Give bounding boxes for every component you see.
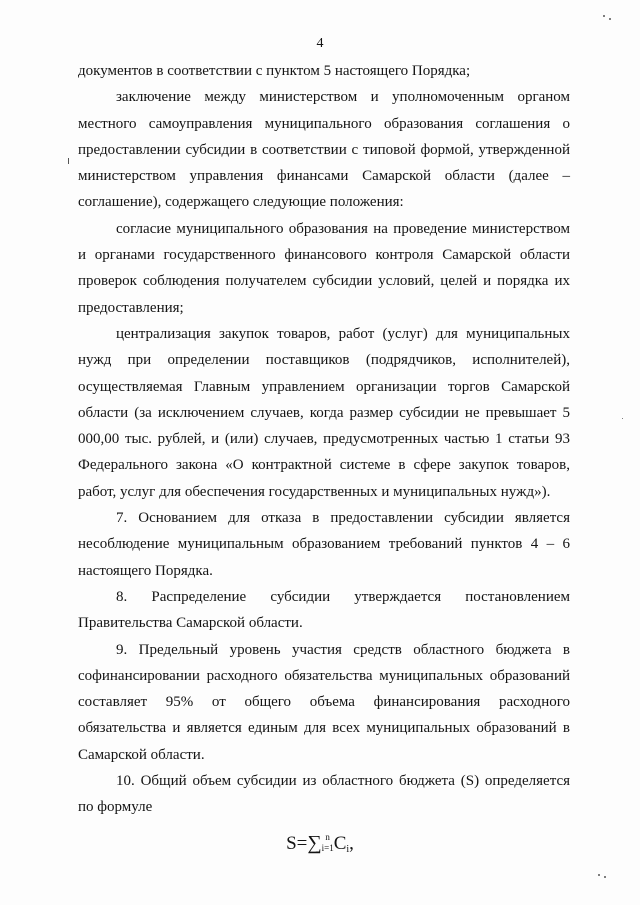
scan-speck (622, 418, 623, 419)
sigma-symbol: ∑ (307, 832, 322, 854)
sum-upper-limit: n (325, 831, 330, 842)
scan-speck (609, 18, 611, 20)
scan-speck (603, 15, 605, 17)
sum-limits (322, 832, 334, 854)
paragraph-item-8: 8. Распределение субсидии утверждается постановлением Правительства Самарской области. (78, 588, 570, 632)
paragraph-centralization: централизация закупок товаров, работ (услуг) для муниципальных нужд при определении поставщиков (подрядчиков, исполнителей), осуществляемая Главным управлением организации торгов Самарской области (за исключением случаев, когда размер субсидии не превышает 5 000,00 тыс. рублей, и (или) случаев, предусмотренных частью 1 статьи 93 Федерального закона «О контрактной системе в сфере закупок товаров, работ, услуг для обеспечения государственных и муниципальных нужд»). (78, 325, 570, 500)
paragraph-agreement: заключение между министерством и уполномоченным органом местного самоуправления муниципального образования соглашения о предоставлении субсидии в соответствии с типовой формой, утвержденной министерством управления финансами Самарской области (далее – соглашение), содержащего следующие положения: (78, 89, 570, 211)
scan-speck (68, 158, 69, 164)
paragraph-consent: согласие муниципального образования на проведение министерством и органами государственного финансового контроля Самарской области проверок соблюдения получателем субсидии условий, целей и порядка их предоставления; (78, 220, 570, 316)
paragraph-item-7: 7. Основанием для отказа в предоставлении субсидии является несоблюдение муниципальным образованием требований пунктов 4 – 6 настоящего Порядка. (78, 510, 570, 579)
document-body (78, 58, 570, 821)
sum-formula (0, 832, 640, 856)
formula-lhs: S= (286, 833, 308, 854)
paragraph-item-9: 9. Предельный уровень участия средств областного бюджета в софинансировании расходного обязательства муниципальных образований составляет 95% от общего объема финансирования расходного обязательства и является единым для всех муниципальных образований в Самарской области. (78, 641, 570, 763)
paragraph-documents: документов в соответствии с пунктом 5 настоящего Порядка; (78, 63, 471, 79)
formula-term: C (333, 833, 347, 854)
scan-speck (604, 876, 606, 878)
formula-term-subscript: i (346, 844, 350, 855)
formula-tail: , (349, 833, 354, 854)
page-number: 4 (316, 36, 324, 51)
paragraph-item-10: 10. Общий объем субсидии из областного бюджета (S) определяется по формуле (78, 773, 570, 816)
sum-lower-limit: i=1 (321, 842, 334, 853)
scan-speck (598, 874, 600, 876)
